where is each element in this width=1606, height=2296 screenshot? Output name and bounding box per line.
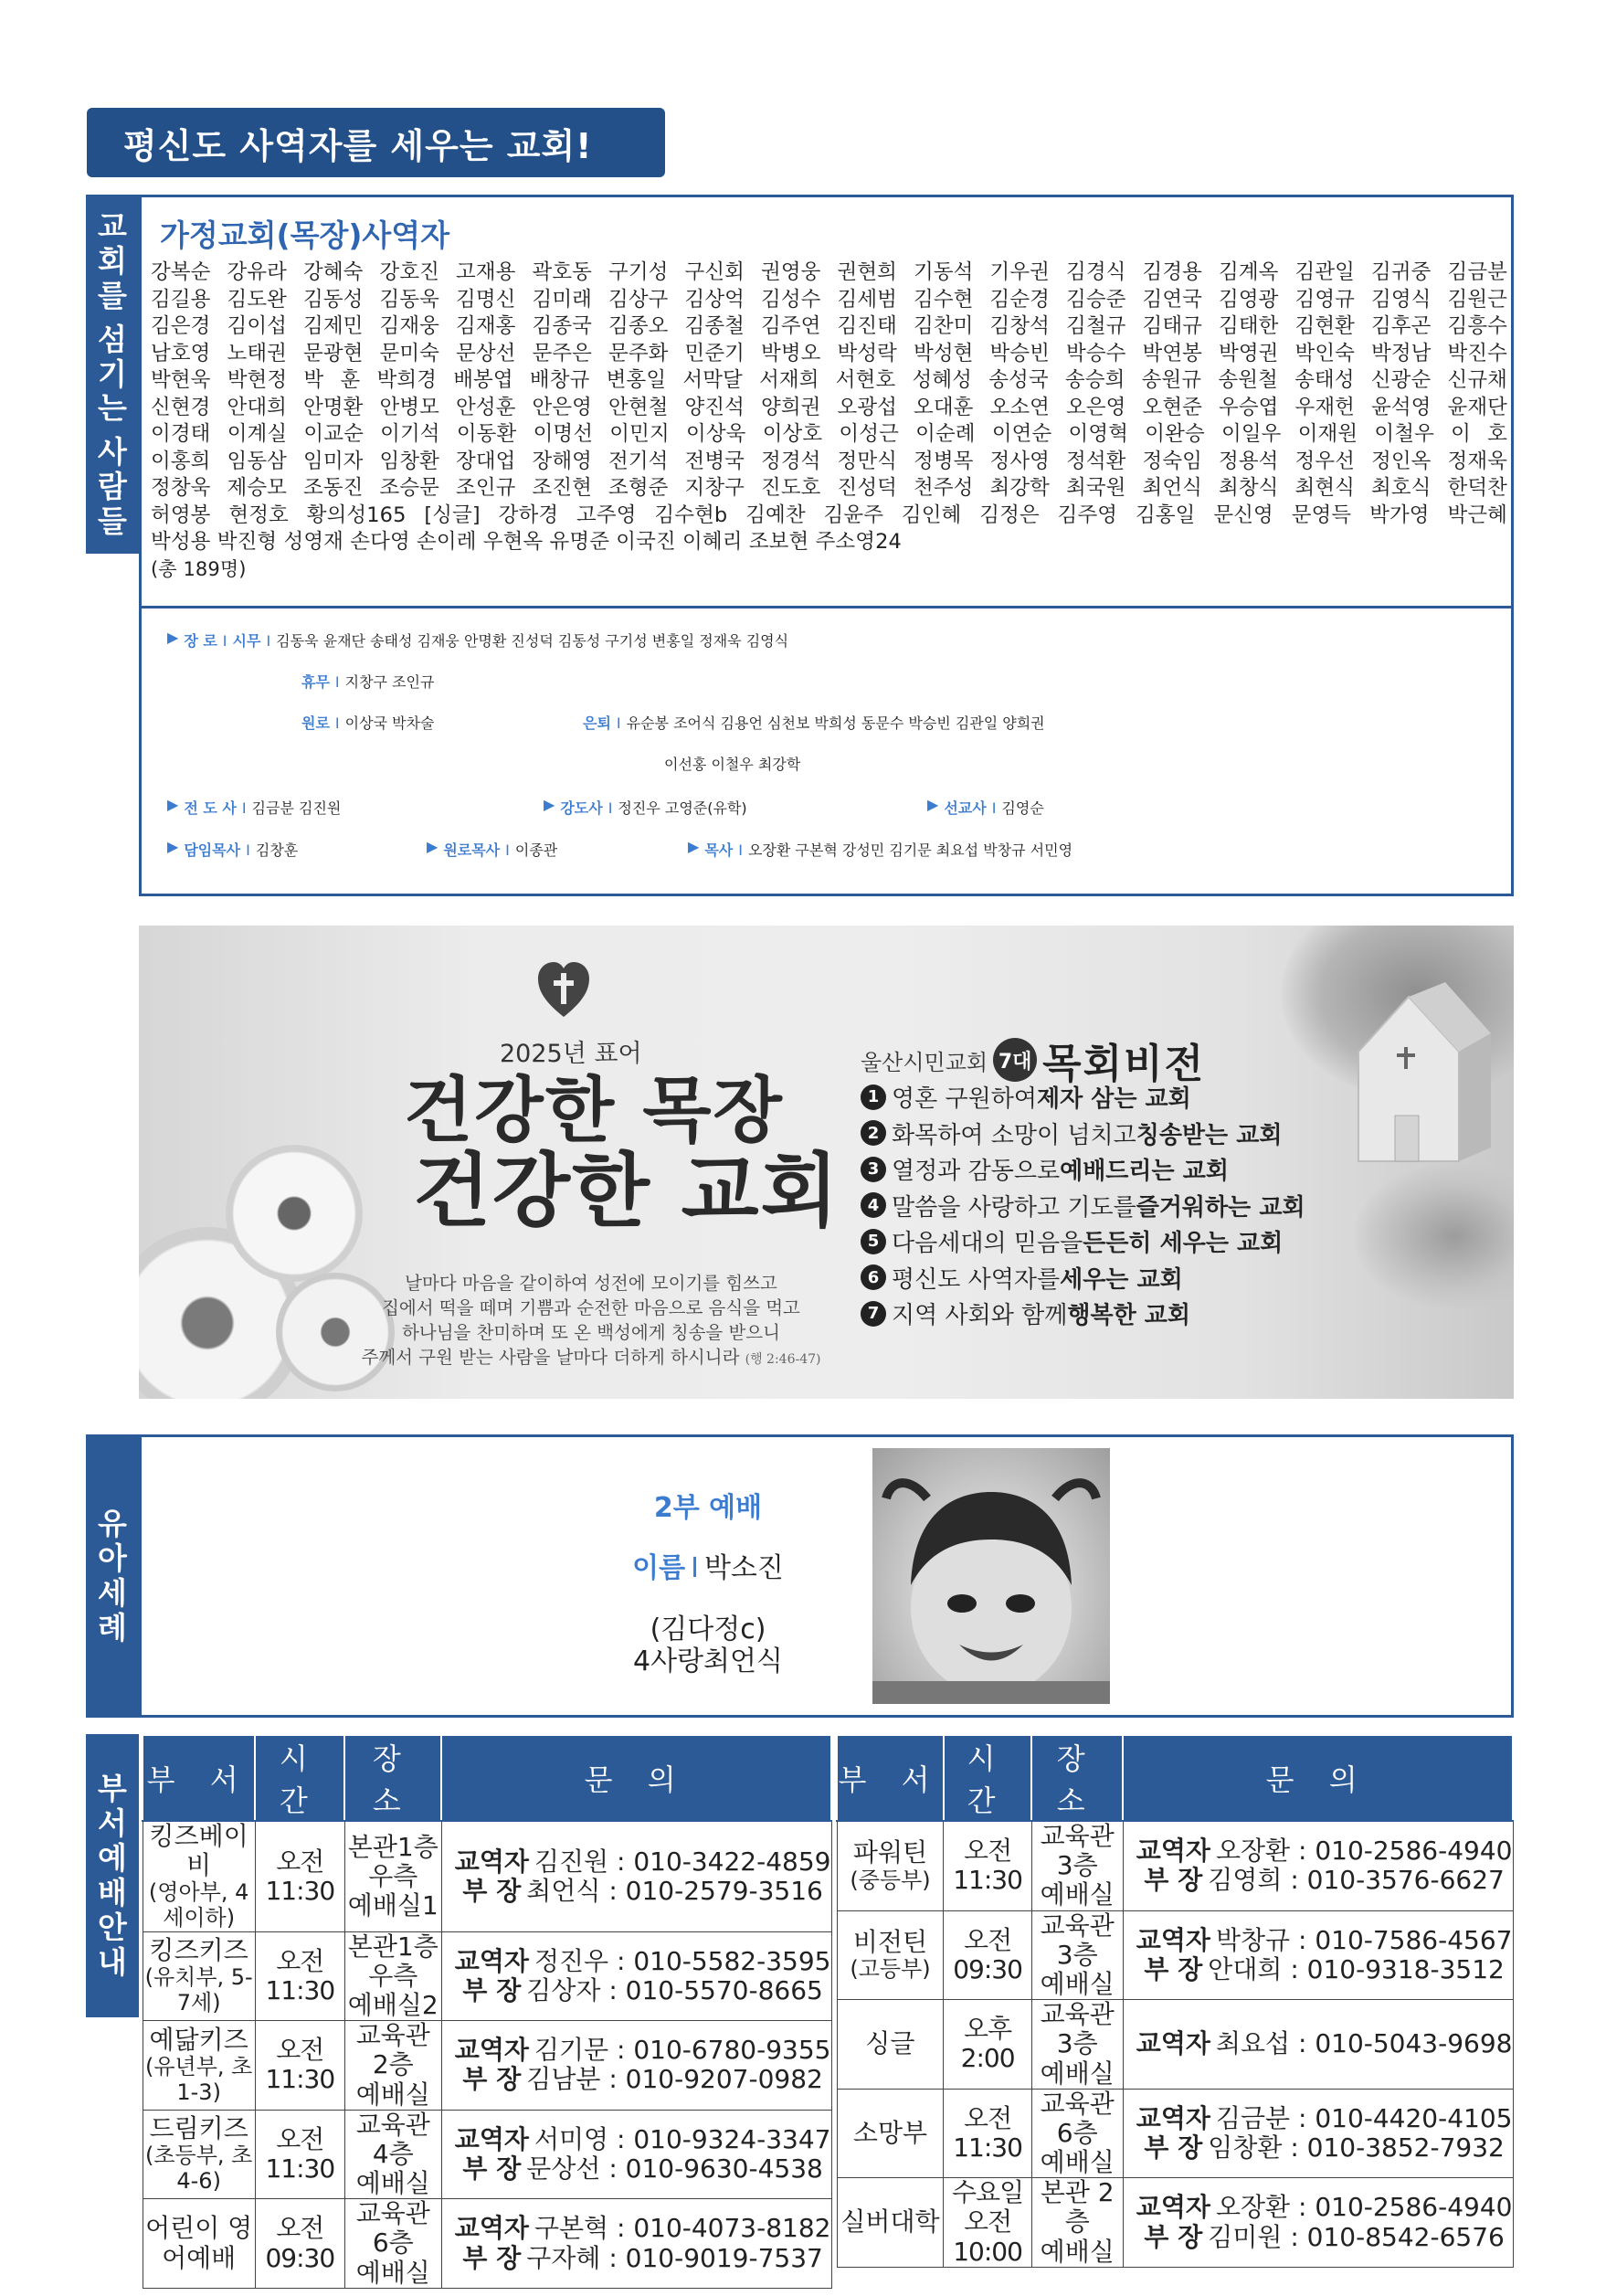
time-cell: 오전 11:30 — [944, 2089, 1031, 2178]
church-heart-logo-icon — [536, 960, 591, 1021]
section-label-char: 배 — [98, 1875, 127, 1910]
vision-emphasis: 즐거워하는 교회 — [1136, 1193, 1305, 1222]
triangle-bullet-icon: ▶ — [427, 838, 438, 855]
vision-list — [861, 1079, 1305, 1332]
place-cell: 본관 2층 예배실 — [1031, 2178, 1123, 2268]
emeritus-pastor-row: ▶ 원로목사 I 이종관 — [427, 838, 558, 859]
elders-leave-row: 휴무 I 지창구 조인규 — [301, 673, 435, 691]
contact-cell: 교역자 구본혁 : 010-4073-8182 부 장 구자혜 : 010-9019-7537 — [441, 2199, 831, 2289]
section-label-char: 사 — [98, 434, 127, 471]
contact-cell: 교역자 박창규 : 010-7586-4567 부 장 안대희 : 010-9318-3512 — [1123, 1910, 1513, 2000]
names-line: 남호영 노태권 문광현 문미숙 문상선 문주은 문주화 민준기 박병오 박성락 박성현 박승빈 박승수 박연봉 박영권 박인숙 박정남 박진수 — [151, 341, 1507, 365]
verse-reference: (행 2:46-47) — [745, 1352, 821, 1367]
church-house-icon — [1354, 979, 1495, 1166]
vision-number-badge: 1 — [861, 1085, 886, 1110]
role-label: 원로 — [301, 714, 330, 732]
vision-title: 목회비전 — [1042, 1041, 1206, 1087]
names-line: 이홍희 임동삼 임미자 임창환 장대업 장해영 전기석 전병국 정경석 정만식 정병목 정사영 정석환 정숙임 정용석 정우선 정인옥 정재욱 — [151, 449, 1507, 473]
names-line: 김은경 김이섭 김제민 김재웅 김재홍 김종국 김종오 김종철 김주연 김진태 김찬미 김창석 김철규 김태규 김태한 김현환 김후곤 김흥수 — [151, 314, 1507, 338]
baptism-service: 2부 예배 — [653, 1492, 763, 1524]
col-header-time: 시 간 — [944, 1735, 1031, 1821]
time-cell: 오전 11:30 — [944, 1821, 1031, 1910]
role-label: 장 로 — [184, 632, 217, 650]
elders-retired-row-2 — [664, 753, 800, 774]
generation-badge: 7대 — [993, 1038, 1037, 1082]
place-cell: 본관1층우측 예배실1 — [344, 1821, 441, 1931]
role-names: 이종관 — [514, 841, 558, 859]
table-row — [837, 1821, 1513, 1910]
table-row — [143, 2021, 831, 2111]
table-row — [143, 2110, 831, 2199]
place-cell: 교육관 3층 예배실 — [1031, 1821, 1123, 1910]
table-row — [837, 2178, 1513, 2268]
role-names: 오장환 구본혁 강성민 김기문 최요섭 박창규 서민영 — [747, 841, 1073, 859]
vision-text: 화목하여 소망이 넘치고 — [892, 1121, 1136, 1149]
section-label-char: 내 — [98, 1943, 127, 1980]
place-cell: 교육관 6층 예배실 — [1031, 2089, 1123, 2178]
place-cell: 교육관 3층 예배실 — [1031, 2000, 1123, 2090]
vision-text: 지역 사회와 함께 — [892, 1302, 1068, 1330]
time-cell: 오전 11:30 — [255, 1821, 344, 1931]
church-name: 울산시민교회 — [861, 1049, 988, 1075]
bible-verse — [322, 1271, 861, 1372]
table-row — [143, 2199, 831, 2289]
name-label: 이름 — [632, 1552, 686, 1584]
pastors-row: ▶ 목사 I 오장환 구본혁 강성민 김기문 최요섭 박창규 서민영 — [688, 838, 1073, 859]
elders-emeritus-row: 원로 I 이상국 박차술 — [301, 714, 435, 732]
vision-item — [861, 1116, 1305, 1152]
vision-number-badge: 6 — [861, 1264, 886, 1290]
house-church-leaders-panel — [142, 197, 1511, 608]
col-header-time: 시 간 — [255, 1735, 344, 1821]
role-names: 정진우 고영준(유학) — [618, 799, 747, 817]
department-cell: 실버대학 — [837, 2178, 944, 2268]
table-row — [143, 1821, 831, 1931]
section-label-char: 람 — [98, 469, 127, 505]
vision-emphasis: 제자 삼는 교회 — [1036, 1085, 1191, 1114]
section-label-infant-baptism — [86, 1434, 139, 1718]
time-cell: 오전 09:30 — [944, 1910, 1031, 2000]
infant-baptism-section — [139, 1434, 1514, 1718]
baby-photo — [872, 1448, 1110, 1704]
contact-cell: 교역자 서미영 : 010-9324-3347 부 장 문상선 : 010-9630-4538 — [441, 2110, 831, 2199]
time-cell: 오전 11:30 — [255, 2110, 344, 2199]
servants-section — [139, 195, 1514, 896]
vision-emphasis: 칭송받는 교회 — [1136, 1121, 1283, 1149]
vision-number-badge: 5 — [861, 1229, 886, 1254]
verse-line: 주께서 구원 받는 사람을 날마다 더하게 하시니라 — [361, 1347, 740, 1368]
section-label-char: 들 — [98, 503, 127, 540]
role-names: 이선홍 이철우 최강학 — [664, 756, 801, 773]
baptized-name: 박소진 — [703, 1552, 784, 1584]
vision-text: 다음세대의 믿음을 — [892, 1230, 1083, 1258]
col-header-department: 부 서 — [143, 1735, 255, 1821]
role-label: 목사 — [704, 841, 734, 859]
vision-item — [861, 1223, 1305, 1260]
elders-retired-row: 은퇴 I 유순봉 조어식 김용언 심천보 박희성 동문수 박승빈 김관일 양희권 — [583, 714, 1045, 732]
vision-number-badge: 7 — [861, 1301, 886, 1327]
section-label-char: 아 — [98, 1540, 127, 1577]
vision-item — [861, 1188, 1305, 1224]
section-label-char: 례 — [98, 1609, 127, 1645]
col-header-place: 장 소 — [1031, 1735, 1123, 1821]
names-total: (총 189명) — [151, 557, 247, 580]
vision-text: 말씀을 사랑하고 기도를 — [892, 1193, 1136, 1222]
time-cell: 오전 11:30 — [255, 2021, 344, 2111]
section-label-char: 세 — [98, 1575, 127, 1611]
vision-banner-image — [139, 926, 1514, 1399]
place-cell: 교육관 4층 예배실 — [344, 2110, 441, 2199]
department-cell: 드림키즈 (초등부, 초4-6) — [143, 2110, 255, 2199]
triangle-bullet-icon: ▶ — [544, 796, 555, 813]
section-label-char: 안 — [98, 1909, 127, 1945]
verse-line: 하나님을 찬미하며 또 온 백성에게 칭송을 받으니 — [402, 1322, 780, 1343]
vision-number-badge: 3 — [861, 1157, 886, 1182]
vision-text: 열정과 감동으로 — [892, 1158, 1061, 1186]
role-names: 김창훈 — [255, 841, 299, 859]
role-label: 휴무 — [301, 673, 330, 691]
motto-line-1: 건강한 목장 — [404, 1069, 784, 1152]
col-header-place: 장 소 — [344, 1735, 441, 1821]
contact-cell: 교역자 김금분 : 010-4420-4105 부 장 임창환 : 010-3852-7932 — [1123, 2089, 1513, 2178]
department-cell: 킹즈베이비 (영아부, 4세이하) — [143, 1821, 255, 1931]
time-cell: 오후 2:00 — [944, 2000, 1031, 2090]
section-label-char: 회 — [98, 242, 127, 279]
table-row — [143, 1931, 831, 2021]
leader-names-list — [151, 259, 1507, 583]
department-cell: 어린이 영어예배 — [143, 2199, 255, 2289]
section-label-char: 부 — [98, 1771, 127, 1807]
contact-cell: 교역자 김진원 : 010-3422-4859 부 장 최언식 : 010-2579-3516 — [441, 1821, 831, 1931]
table-row — [837, 2000, 1513, 2090]
names-line: 김길용 김도완 김동성 김동욱 김명신 김미래 김상구 김상억 김성수 김세범 김수현 김순경 김승준 김연국 김영광 김영규 김영식 김원근 — [151, 287, 1507, 312]
section-label-char: 교 — [98, 207, 127, 244]
contact-cell: 교역자 김기문 : 010-6780-9355 부 장 김남분 : 010-9207-0982 — [441, 2021, 831, 2111]
role-names: 지창구 조인규 — [344, 673, 435, 691]
section-label-char: 기 — [98, 355, 127, 392]
table-row — [837, 2089, 1513, 2178]
vision-item — [861, 1260, 1305, 1296]
triangle-bullet-icon: ▶ — [927, 796, 939, 813]
vision-emphasis: 예배드리는 교회 — [1060, 1158, 1229, 1186]
section-label-char: 를 — [98, 277, 127, 313]
vision-text: 영혼 구원하여 — [892, 1085, 1037, 1114]
department-schedule-table-left — [142, 1734, 832, 2289]
verse-line: 집에서 떡을 떼며 기쁨과 순전한 마음으로 음식을 먹고 — [382, 1297, 800, 1318]
vision-emphasis: 행복한 교회 — [1067, 1302, 1190, 1330]
department-schedule-table-right — [836, 1734, 1514, 2268]
names-line: 박성용 박진형 성영재 손다영 손이레 우현옥 유명준 이국진 이혜리 조보현 주소영24 — [151, 530, 902, 554]
foliage-image — [1354, 1163, 1514, 1309]
col-header-department: 부 서 — [837, 1735, 944, 1821]
missionary-row: ▶ 선교사 I 김영순 — [927, 796, 1044, 817]
role-names: 김영순 — [1001, 799, 1044, 817]
place-cell: 교육관 3층 예배실 — [1031, 1910, 1123, 2000]
section-label-char: 는 — [98, 390, 127, 427]
section-label-char: 예 — [98, 1840, 127, 1877]
baptism-name-row: 이름 I 박소진 — [632, 1552, 784, 1584]
vision-item — [861, 1296, 1305, 1332]
motto-line-2: 건강한 교회 — [413, 1142, 840, 1238]
department-cell: 예닮키즈 (유년부, 초1-3) — [143, 2021, 255, 2111]
baptism-parents: (김다정c) — [650, 1614, 766, 1645]
role-label: 선교사 — [944, 799, 987, 817]
names-line: 정창욱 제승모 조동진 조승문 조인규 조진현 조형준 지창구 진도호 진성덕 천주성 최강학 최국원 최언식 최창식 최현식 최호식 한덕찬 — [151, 476, 1507, 500]
role-names: 유순봉 조어식 김용언 심천보 박희성 동문수 박승빈 김관일 양희권 — [626, 714, 1045, 732]
place-cell: 교육관 6층 예배실 — [344, 2199, 441, 2289]
daisy-flower-image — [226, 1145, 363, 1282]
names-line: 박현욱 박현정 박 훈 박희경 배봉엽 배창규 변홍일 서막달 서재희 서현호 성혜성 송성국 송승희 송원규 송원철 송태성 신광순 신규채 — [151, 368, 1507, 392]
section-label-department-worship — [86, 1734, 139, 2017]
contact-cell: 교역자 오장환 : 010-2586-4940 부 장 김영희 : 010-3576-6627 — [1123, 1821, 1513, 1910]
section-label-char: 서 — [98, 1805, 127, 1842]
section-label-char: 섬 — [98, 321, 127, 357]
role-names: 김금분 김진원 — [251, 799, 342, 817]
triangle-bullet-icon: ▶ — [167, 796, 179, 813]
baptism-group: 4사랑최언식 — [633, 1645, 783, 1677]
section-label-servants — [86, 195, 139, 554]
place-cell: 교육관 2층 예배실 — [344, 2021, 441, 2111]
vision-number-badge: 4 — [861, 1192, 886, 1218]
role-label: 시무 — [232, 632, 261, 650]
names-line: 이경태 이계실 이교순 이기석 이동환 이명선 이민지 이상욱 이상호 이성근 이순례 이연순 이영혁 이완승 이일우 이재원 이철우 이 호 — [151, 422, 1507, 446]
department-cell: 킹즈키즈 (유치부, 5-7세) — [143, 1931, 255, 2021]
role-label: 강도사 — [560, 799, 603, 817]
evangelist-row: ▶ 전 도 사 I 김금분 김진원 — [167, 796, 342, 817]
department-cell: 비전틴 (고등부) — [837, 1910, 944, 2000]
triangle-bullet-icon: ▶ — [167, 629, 179, 646]
vision-number-badge: 2 — [861, 1120, 886, 1146]
triangle-bullet-icon: ▶ — [688, 838, 700, 855]
page-banner: 평신도 사역자를 세우는 교회! — [87, 108, 665, 177]
role-names: 김동욱 윤재단 송태성 김재웅 안명환 진성덕 김동성 구기성 변홍일 정재욱 김영식 — [276, 632, 789, 650]
time-cell: 수요일 오전 10:00 — [944, 2178, 1031, 2268]
names-line: 강복순 강유라 강혜숙 강호진 고재용 곽호동 구기성 구신회 권영웅 권현희 기동석 기우권 김경식 김경용 김계옥 김관일 김귀중 김금분 — [151, 260, 1507, 284]
contact-cell: 교역자 정진우 : 010-5582-3595 부 장 김상자 : 010-5570-8665 — [441, 1931, 831, 2021]
department-cell: 소망부 — [837, 2089, 944, 2178]
vision-item — [861, 1151, 1305, 1188]
vision-item — [861, 1079, 1305, 1116]
elders-serving-row: ▶ 장 로 I 시무 I 김동욱 윤재단 송태성 김재웅 안명환 진성덕 김동성 구기성 변홍일 정재욱 김영식 — [167, 629, 789, 650]
triangle-bullet-icon: ▶ — [167, 838, 179, 855]
motto-calligraphy — [404, 1069, 840, 1238]
col-header-contact: 문 의 — [441, 1735, 831, 1821]
time-cell: 오전 11:30 — [255, 1931, 344, 2021]
house-church-leaders-title: 가정교회(목장)사역자 — [160, 217, 450, 253]
vision-emphasis: 든든히 세우는 교회 — [1083, 1230, 1284, 1258]
department-cell: 파워틴 (중등부) — [837, 1821, 944, 1910]
place-cell: 본관1층우측 예배실2 — [344, 1931, 441, 2021]
role-label: 은퇴 — [583, 714, 611, 732]
section-label-char: 유 — [98, 1506, 127, 1542]
vision-emphasis: 세우는 교회 — [1060, 1265, 1183, 1294]
senior-pastor-row: ▶ 담임목사 I 김창훈 — [167, 838, 299, 859]
role-names: 이상국 박차술 — [344, 714, 435, 732]
names-line: 신현경 안대희 안명환 안병모 안성훈 안은영 안현철 양진석 양희권 오광섭 오대훈 오소연 오은영 오현준 우승엽 우재헌 윤석영 윤재단 — [151, 395, 1507, 419]
role-label: 전 도 사 — [184, 799, 237, 817]
table-row — [837, 1910, 1513, 2000]
role-label: 담임목사 — [184, 841, 241, 859]
lecturer-row: ▶ 강도사 I 정진우 고영준(유학) — [544, 796, 747, 817]
vision-text: 평신도 사역자를 — [892, 1265, 1061, 1294]
time-cell: 오전 09:30 — [255, 2199, 344, 2289]
motto-year-label: 2025년 표어 — [500, 1040, 642, 1068]
verse-line: 날마다 마음을 같이하여 성전에 모이기를 힘쓰고 — [405, 1273, 777, 1294]
contact-cell: 교역자 오장환 : 010-2586-4940 부 장 김미원 : 010-8542-6576 — [1123, 2178, 1513, 2268]
role-label: 원로목사 — [443, 841, 501, 859]
department-cell: 싱글 — [837, 2000, 944, 2090]
names-line: 허영봉 현정호 황의성165 [싱글] 강하경 고주영 김수현b 김예찬 김윤주 김인혜 김정은 김주영 김홍일 문신영 문영득 박가영 박근혜 — [151, 503, 1507, 527]
col-header-contact: 문 의 — [1123, 1735, 1513, 1821]
contact-cell: 교역자 최요섭 : 010-5043-9698 — [1123, 2000, 1513, 2090]
